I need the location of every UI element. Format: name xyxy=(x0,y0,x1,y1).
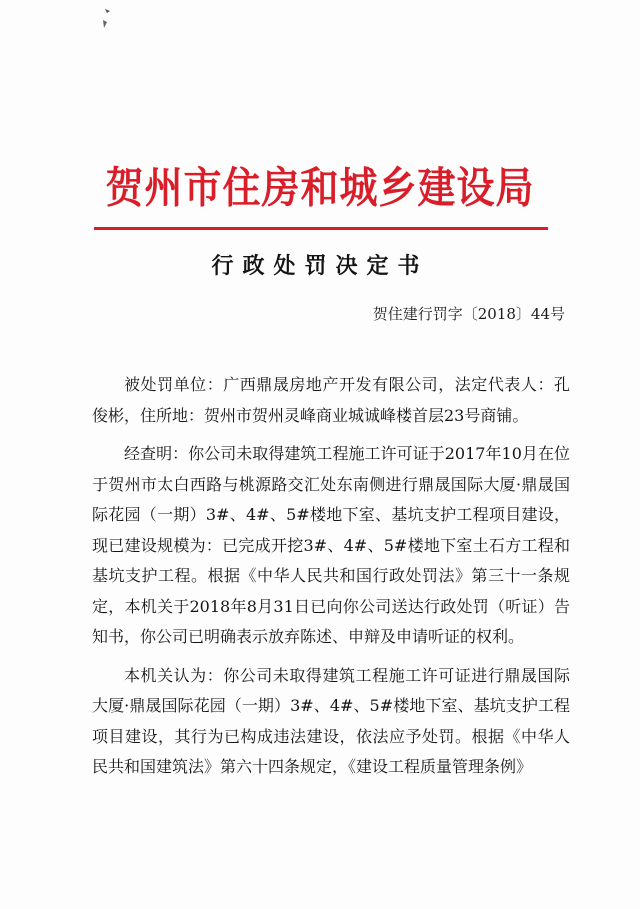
document-number: 贺住建行罚字〔2018〕44号 xyxy=(372,305,565,323)
paragraph-determination: 本机关认为：你公司未取得建筑工程施工许可证进行鼎晟国际大厦·鼎晟国际花园（一期）3#、4#、5#楼地下室、基坑支护工程项目建设，其行为已构成违法建设，依法应予处罚。根据《中华人民共和国建筑法》第六十四条规定，《建设工程质量管理条例》 xyxy=(92,665,570,776)
agency-name: 贺州市住房和城乡建设局 xyxy=(105,162,535,213)
document-body xyxy=(92,370,570,791)
scan-mark-icon xyxy=(101,8,115,30)
red-divider xyxy=(94,227,548,230)
paragraph-findings: 经查明：你公司未取得建筑工程施工许可证于2017年10月在位于贺州市太白西路与桃源路交汇处东南侧进行鼎晟国际大厦·鼎晟国际花园（一期）3#、4#、5#楼地下室、基坑支护工程项目建设，现已建设规模为：已完成开挖3#、4#、5#楼地下室土石方工程和基坑支护工程。根据《中华人民共和国行政处罚法》第三十一条规定，本机关于2018年8月31日已向你公司送达行政处罚（听证）告知书，你公司已明确表示放弃陈述、申辩及申请听证的权利。 xyxy=(92,444,570,646)
paragraph-penalized-party: 被处罚单位：广西鼎晟房地产开发有限公司，法定代表人：孔俊彬，住所地：贺州市贺州灵峰商业城诚峰楼首层23号商铺。 xyxy=(92,375,570,425)
document-title: 行政处罚决定书 xyxy=(211,254,429,279)
